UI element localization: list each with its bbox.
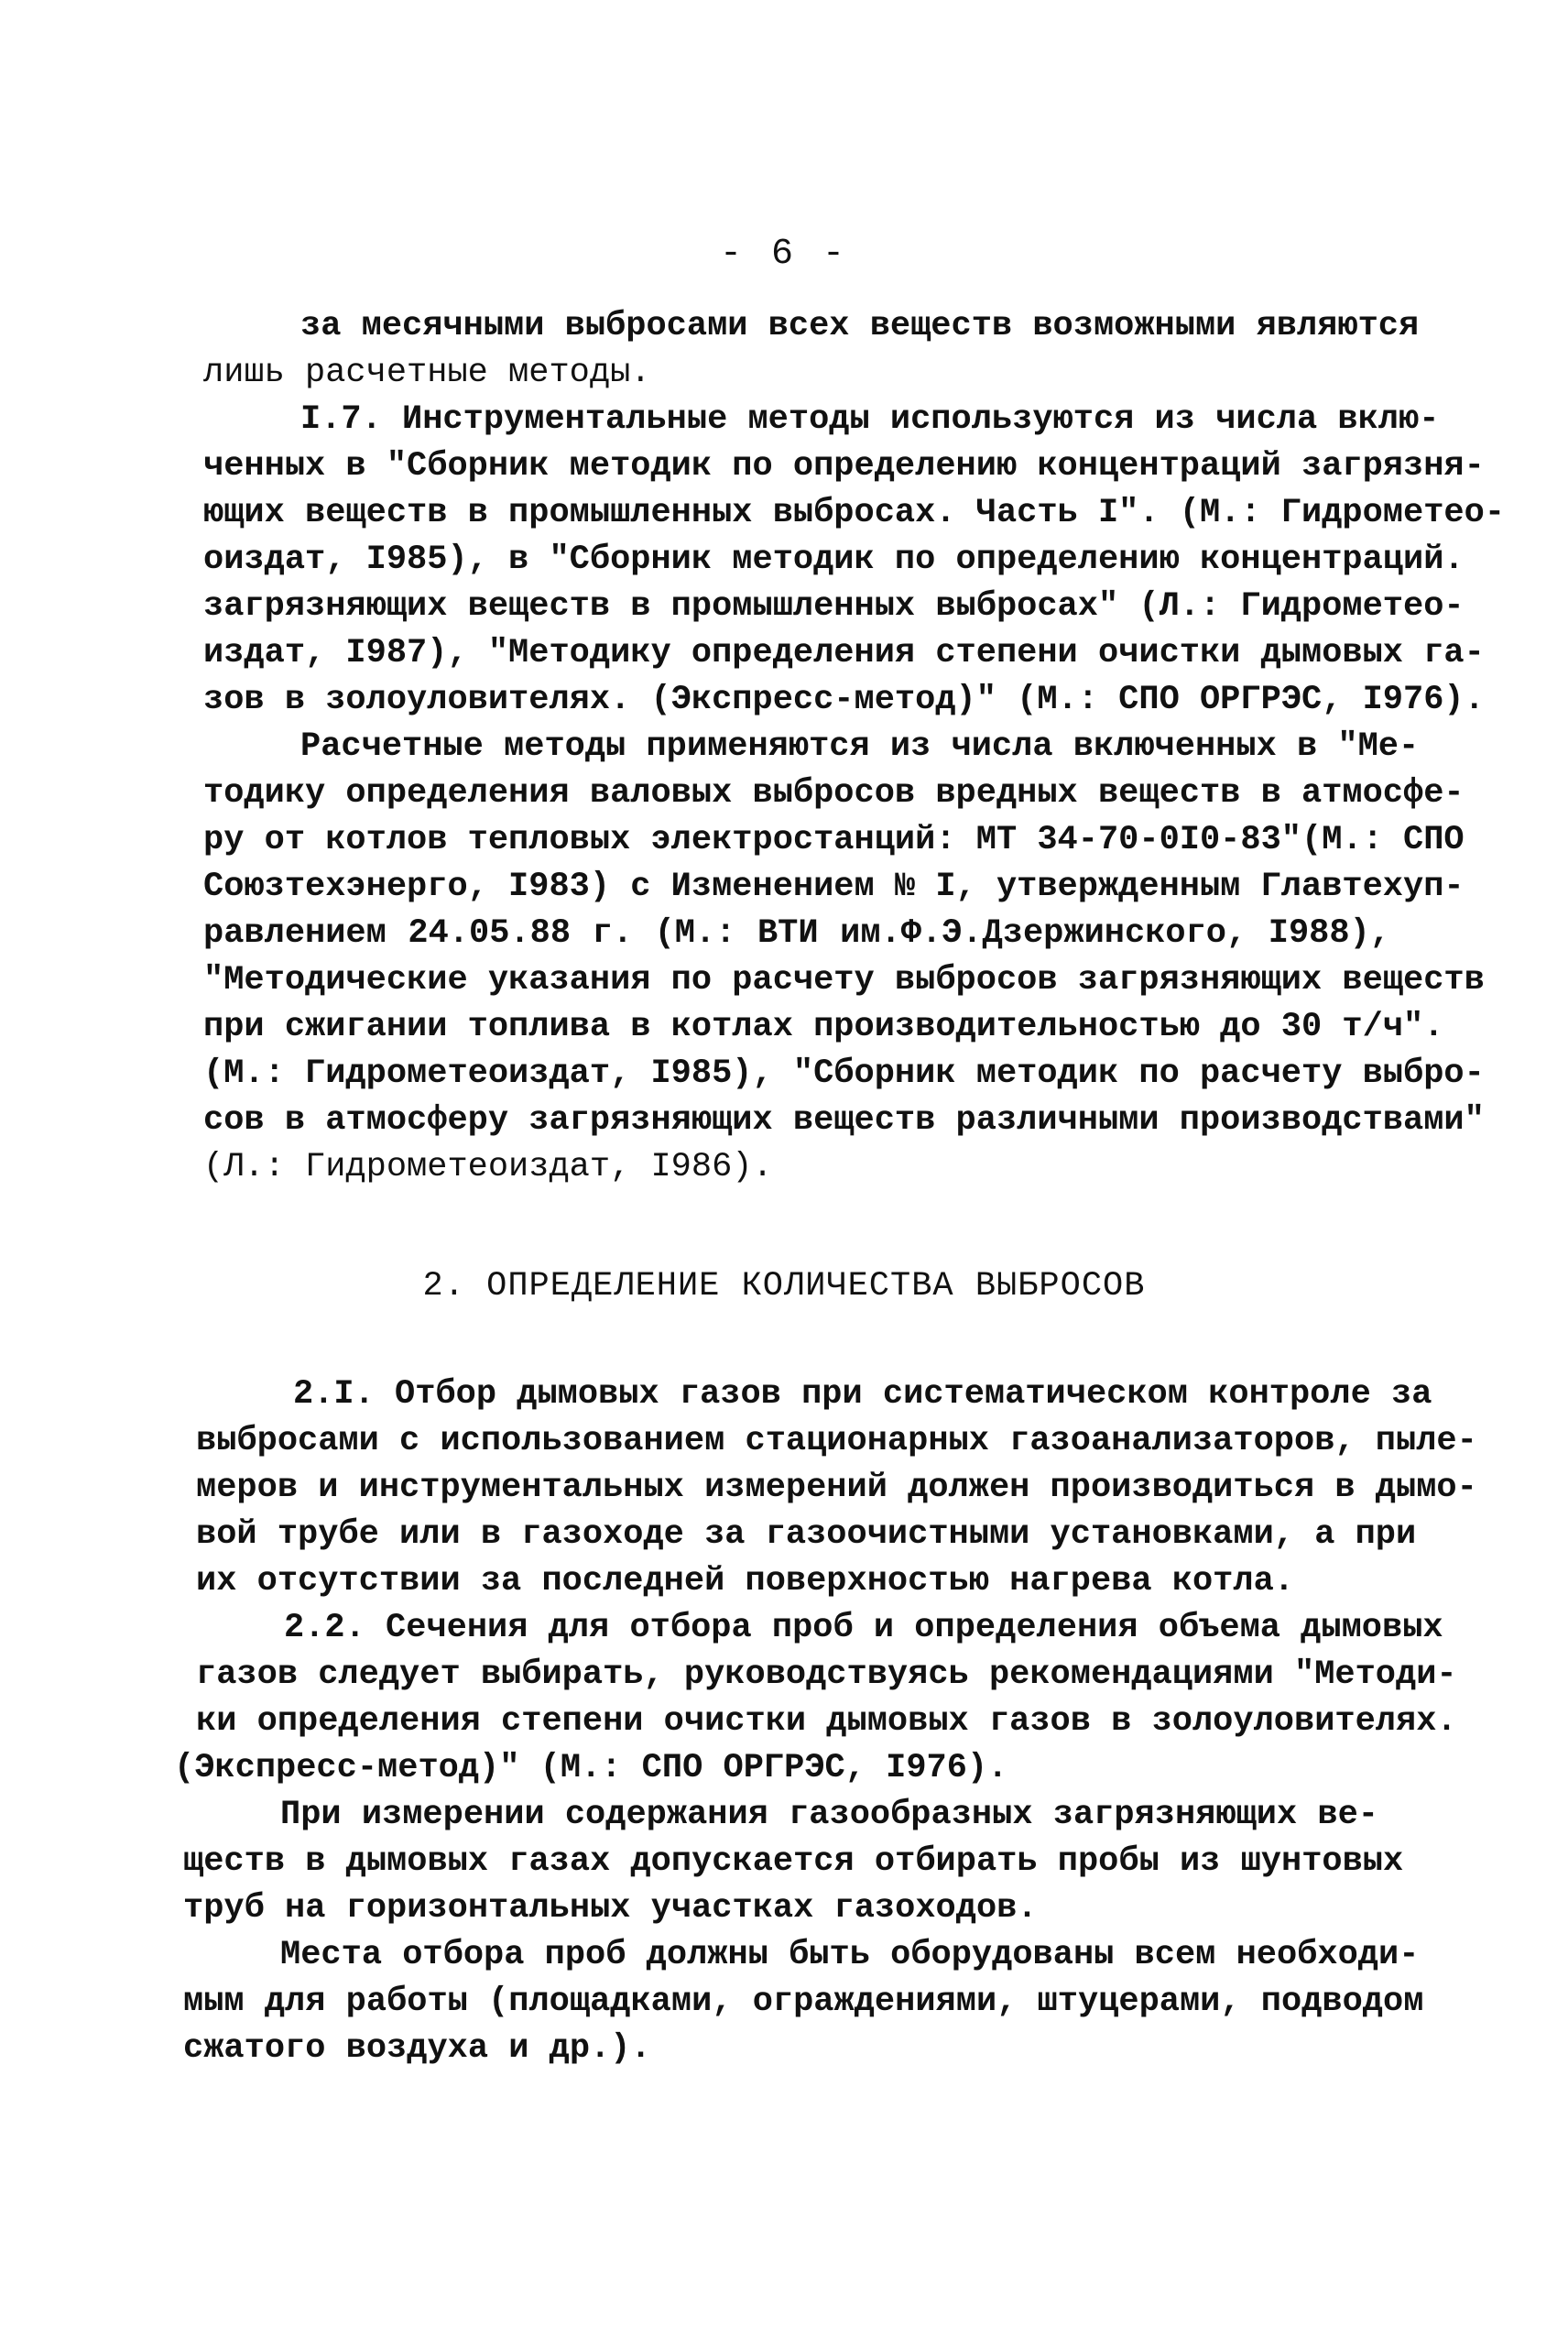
paragraph-line: за месячными выбросами всех веществ возможными являются — [300, 307, 1420, 345]
paragraph-line: равлением 24.05.88 г. (М.: ВТИ им.Ф.Э.Дзержинского, I988), — [203, 914, 1390, 953]
paragraph-line: (М.: Гидрометеоиздат, I985), "Сборник методик по расчету выбро- — [203, 1054, 1485, 1093]
paragraph-line: При измерении содержания газообразных загрязняющих ве- — [280, 1796, 1378, 1834]
paragraph-line: ру от котлов тепловых электростанций: МТ 34-70-0I0-83"(М.: СПО — [203, 821, 1465, 859]
paragraph-line: 2.2. Сечения для отбора проб и определения объема дымовых — [284, 1609, 1443, 1647]
paragraph-line: ки определения степени очистки дымовых газов в золоуловителях. — [196, 1702, 1457, 1741]
paragraph-line: зов в золоуловителях. (Экспресс-метод)" (М.: СПО ОРГРЭС, I976). — [203, 681, 1485, 719]
paragraph-line: их отсутствии за последней поверхностью нагрева котла. — [196, 1562, 1294, 1600]
paragraph-line: при сжигании топлива в котлах производительностью до 30 т/ч". — [203, 1008, 1444, 1046]
paragraph-line: 2.I. Отбор дымовых газов при систематическом контроле за — [293, 1375, 1432, 1414]
paragraph-line: сжатого воздуха и др.). — [183, 2029, 651, 2068]
paragraph-line: (Л.: Гидрометеоиздат, I986). — [203, 1148, 773, 1186]
paragraph-line: "Методические указания по расчету выбросов загрязняющих веществ — [203, 961, 1485, 1000]
paragraph-line: мым для работы (площадками, ограждениями, штуцерами, подводом — [183, 1983, 1424, 2021]
paragraph-line: выбросами с использованием стационарных газоанализаторов, пыле- — [196, 1422, 1477, 1460]
section-heading: 2. ОПРЕДЕЛЕНИЕ КОЛИЧЕСТВА ВЫБРОСОВ — [422, 1267, 1146, 1306]
paragraph-line: загрязняющих веществ в промышленных выбросах" (Л.: Гидрометео- — [203, 587, 1465, 626]
paragraph-line: Расчетные методы применяются из числа включенных в "Ме- — [300, 727, 1420, 766]
paragraph-line: лишь расчетные методы. — [203, 354, 651, 392]
paragraph-line: труб на горизонтальных участках газоходов. — [183, 1889, 1038, 1928]
paragraph-line: сов в атмосферу загрязняющих веществ различными производствами" — [203, 1101, 1485, 1140]
paragraph-line: оиздат, I985), в "Сборник методик по определению концентраций. — [203, 541, 1465, 579]
paragraph-line: тодику определения валовых выбросов вредных веществ в атмосфе- — [203, 774, 1465, 813]
paragraph-line: ющих веществ в промышленных выбросах. Часть I". (М.: Гидрометео- — [203, 494, 1506, 532]
paragraph-line: меров и инструментальных измерений должен производиться в дымо- — [196, 1469, 1477, 1507]
paragraph-line: вой трубе или в газоходе за газоочистными установками, а при — [196, 1515, 1417, 1554]
page-number: - 6 - — [719, 234, 849, 275]
paragraph-line: Места отбора проб должны быть оборудованы всем необходи- — [280, 1936, 1420, 1974]
paragraph-line: издат, I987), "Методику определения степени очистки дымовых га- — [203, 634, 1485, 672]
paragraph-line: (Экспресс-метод)" (М.: СПО ОРГРЭС, I976). — [174, 1749, 1008, 1787]
paragraph-line: ществ в дымовых газах допускается отбирать пробы из шунтовых — [183, 1842, 1404, 1881]
paragraph-line: газов следует выбирать, руководствуясь рекомендациями "Методи- — [196, 1655, 1457, 1694]
paragraph-line: Союзтехэнерго, I983) с Изменением № I, утвержденным Главтехуп- — [203, 868, 1465, 906]
paragraph-line: I.7. Инструментальные методы используются из числа вклю- — [300, 400, 1440, 439]
paragraph-line: ченных в "Сборник методик по определению концентраций загрязня- — [203, 447, 1485, 486]
